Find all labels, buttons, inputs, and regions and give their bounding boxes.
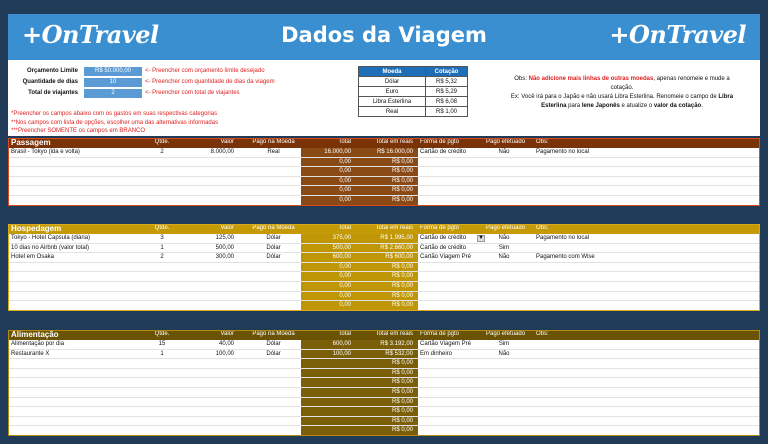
col-header-total-real: Total em reais <box>375 331 413 337</box>
dropdown-arrow-icon[interactable]: ▼ <box>478 235 484 241</box>
obs-text: Obs: <box>514 76 529 82</box>
ontravel-logo-right: +OnTravel <box>609 20 746 49</box>
total-real-cell: R$ 0,00 <box>391 292 413 299</box>
total-cell: 375,00 <box>332 235 351 241</box>
col-header-paid: Pago efetuado <box>486 331 526 337</box>
total-real-cell: R$ 2.660,00 <box>380 244 413 251</box>
days-label: Quantidade de dias <box>22 79 78 85</box>
paid-cell[interactable]: Sim <box>498 341 510 347</box>
value-cell[interactable]: 40,00 <box>218 341 234 347</box>
total-cell: 0,00 <box>339 177 351 184</box>
total-cell: 100,00 <box>332 350 351 357</box>
obs-bold: Iene Japonês <box>581 103 620 109</box>
category-cell[interactable]: 10 dias no Airbnb (valor total) <box>11 244 90 251</box>
total-cell: 0,00 <box>339 273 351 280</box>
total-real-cell: R$ 0,00 <box>391 177 413 184</box>
total-real-cell: R$ 0,00 <box>391 417 413 424</box>
category-cell[interactable]: Tokyo - Hotel Capsula (diária) <box>11 235 91 241</box>
section-border <box>8 138 760 206</box>
total-real-cell: R$ 0,00 <box>391 369 413 376</box>
currency-cell[interactable]: Dólar <box>266 244 281 251</box>
obs-bold: valor da cotação <box>653 103 702 109</box>
instructions <box>11 110 218 136</box>
payment-cell[interactable]: Em dinheiro <box>420 350 453 357</box>
total-real-cell: R$ 0,00 <box>391 360 413 367</box>
rate-currency[interactable]: Libra Esterlina <box>359 97 426 107</box>
col-header-qty: Qtde. <box>154 225 170 231</box>
paid-cell[interactable]: Não <box>498 235 510 241</box>
paid-cell[interactable]: Não <box>498 350 510 357</box>
col-header-paid: Pago efetuado <box>486 225 526 231</box>
rates-header-currency: Moeda <box>359 67 426 77</box>
qty-cell[interactable]: 1 <box>160 350 164 357</box>
payment-cell[interactable]: Cartão de crédito <box>420 149 467 155</box>
total-cell: 0,00 <box>339 196 351 203</box>
trip-info-panel <box>8 60 760 136</box>
obs-bold: Libra <box>718 94 734 100</box>
total-real-cell: R$ 0,00 <box>391 158 413 165</box>
total-real-cell: R$ 0,00 <box>391 398 413 405</box>
total-real-cell: R$ 0,00 <box>391 282 413 289</box>
days-hint: <- Preencher com quantidade de dias da viagem <box>145 79 275 85</box>
currency-cell[interactable]: Dólar <box>266 254 281 261</box>
value-cell[interactable]: 125,00 <box>215 235 234 241</box>
header-banner <box>8 14 760 60</box>
total-cell: 0,00 <box>339 282 351 289</box>
travelers-input[interactable]: 2 <box>84 89 142 98</box>
value-cell[interactable]: 100,00 <box>215 350 234 357</box>
value-cell[interactable]: 300,00 <box>215 254 234 261</box>
instruction-line: ***Preencher SOMENTE os campos em BRANCO <box>11 128 146 134</box>
col-header-total-real: Total em reais <box>375 225 413 231</box>
payment-cell[interactable]: Cartão Viagem Pré <box>420 341 471 347</box>
travelers-label: Total de viajantes <box>28 90 78 96</box>
total-cell: 0,00 <box>339 168 351 175</box>
obs-text: e atualize o <box>619 103 654 109</box>
col-header-value: Valor <box>220 139 234 145</box>
total-cell: 600,00 <box>332 254 351 261</box>
obs-text: cotação. <box>610 85 634 91</box>
total-cell: 0,00 <box>339 292 351 299</box>
obs-cell[interactable]: Pagamento no local <box>536 149 590 155</box>
payment-cell[interactable]: Cartão Viagem Pré <box>420 254 471 261</box>
total-cell: 0,00 <box>339 263 351 270</box>
payment-cell[interactable]: Cartão de crédito <box>420 235 467 241</box>
qty-cell[interactable]: 3 <box>160 235 164 241</box>
payment-cell[interactable]: Cartão de crédito <box>420 244 467 251</box>
obs-text: para <box>566 103 582 109</box>
total-real-cell: R$ 0,00 <box>391 187 413 194</box>
col-header-payment: Forma de pgto <box>420 331 460 337</box>
col-header-value: Valor <box>220 331 234 337</box>
section-title: Alimentação <box>11 330 59 339</box>
col-header-total: Total <box>338 225 351 231</box>
col-header-payment: Forma de pgto <box>420 139 460 145</box>
total-real-cell: R$ 600,00 <box>385 254 413 261</box>
travelers-hint: <- Preencher com total de viajantes <box>145 90 240 96</box>
obs-text: . <box>701 103 703 109</box>
currency-cell[interactable]: Dólar <box>266 341 281 347</box>
total-cell: 500,00 <box>332 244 351 251</box>
qty-cell[interactable]: 2 <box>160 254 164 261</box>
currency-cell[interactable]: Dólar <box>266 235 281 241</box>
budget-label: Orçamento Limite <box>26 68 78 74</box>
rate-value[interactable]: R$ 6,08 <box>426 97 468 107</box>
total-real-cell: R$ 0,00 <box>391 379 413 386</box>
total-real-cell: R$ 0,00 <box>391 273 413 280</box>
section-title: Passagem <box>11 138 51 147</box>
col-header-qty: Qtde. <box>154 331 170 337</box>
total-real-cell: R$ 1.995,00 <box>380 235 413 241</box>
ontravel-logo-left: +OnTravel <box>22 20 159 49</box>
obs-cell[interactable]: Pagamento com Wise <box>536 254 595 261</box>
total-real-cell: R$ 0,00 <box>391 302 413 309</box>
rate-currency[interactable]: Euro <box>359 87 426 97</box>
qty-cell[interactable]: 15 <box>158 341 166 347</box>
category-cell[interactable]: Hotel em Osaka <box>11 254 55 261</box>
col-header-total-real: Total em reais <box>375 139 413 145</box>
rate-value[interactable]: R$ 5,29 <box>426 87 468 97</box>
category-cell[interactable]: Alimentação por dia <box>11 341 65 347</box>
section-border <box>8 224 760 311</box>
col-header-obs: Obs: <box>536 139 549 145</box>
budget-hint: <- Preencher com orçamento limite desejado <box>145 68 265 74</box>
total-real-cell: R$ 0,00 <box>391 408 413 415</box>
instruction-line: **Nos campos com lista de opções, escolher uma das alternativas informadas <box>11 119 219 126</box>
col-header-payment: Forma de pgto <box>420 225 460 231</box>
total-real-cell: R$ 0,00 <box>391 168 413 175</box>
section-title: Hospedagem <box>11 224 62 233</box>
total-real-cell: R$ 0,00 <box>391 388 413 395</box>
paid-cell[interactable]: Não <box>498 254 510 261</box>
col-header-currency: Pago na Moeda <box>252 225 295 231</box>
category-cell[interactable]: Restaurante X <box>11 350 50 357</box>
total-real-cell: R$ 0,00 <box>391 196 413 203</box>
total-cell: 16.000,00 <box>324 149 351 155</box>
category-cell[interactable]: Brasil - Tokyo (ida e volta) <box>11 149 80 155</box>
obs-bold: Esterlina <box>541 103 567 109</box>
paid-cell[interactable]: Não <box>498 149 510 155</box>
instruction-line: *Preencher os campos abaixo com os gastos em suas respectivas categorias <box>11 111 218 117</box>
page-title: Dados da Viagem <box>281 23 487 47</box>
value-cell[interactable]: 500,00 <box>215 244 234 251</box>
rate-currency[interactable]: Dólar <box>359 77 426 87</box>
qty-cell[interactable]: 2 <box>160 149 164 155</box>
total-real-cell: R$ 0,00 <box>391 427 413 434</box>
total-real-cell: R$ 16.000,00 <box>376 149 413 155</box>
obs-cell[interactable]: Pagamento no local <box>536 235 590 241</box>
col-header-qty: Qtde. <box>154 139 170 145</box>
col-header-value: Valor <box>220 225 234 231</box>
days-input[interactable]: 10 <box>84 78 142 87</box>
currency-rates-table <box>358 66 468 117</box>
col-header-total: Total <box>338 139 351 145</box>
section-border <box>8 330 760 436</box>
col-header-total: Total <box>338 331 351 337</box>
rate-value[interactable]: R$ 5,32 <box>426 77 468 87</box>
obs-warning: Não adicione mais linhas de outras moedas <box>528 76 654 82</box>
budget-input[interactable]: R$ 50.000,00 <box>84 67 142 76</box>
currency-obs-note <box>486 75 758 111</box>
total-cell: 0,00 <box>339 302 351 309</box>
total-cell: 0,00 <box>339 158 351 165</box>
col-header-currency: Pago na Moeda <box>252 139 295 145</box>
paid-cell[interactable]: Sim <box>498 244 510 251</box>
total-cell: 600,00 <box>332 341 351 347</box>
obs-text: Ex: Você irá para o Japão e não usará Libra Esterlina. Renomeie o campo de <box>510 94 719 100</box>
rates-header-rate: Cotação <box>426 67 468 77</box>
rate-value[interactable]: R$ 1,00 <box>426 107 468 117</box>
total-cell: 0,00 <box>339 187 351 194</box>
value-cell[interactable]: 8.000,00 <box>210 149 234 155</box>
col-header-currency: Pago na Moeda <box>252 331 295 337</box>
total-real-cell: R$ 0,00 <box>391 263 413 270</box>
col-header-obs: Obs: <box>536 225 549 231</box>
rate-currency[interactable]: Real <box>359 107 426 117</box>
qty-cell[interactable]: 1 <box>160 244 164 251</box>
obs-text: , apenas renomeie e mude a <box>653 76 730 82</box>
currency-cell[interactable]: Real <box>267 149 280 155</box>
currency-cell[interactable]: Dólar <box>266 350 281 357</box>
total-real-cell: R$ 532,00 <box>385 350 413 357</box>
col-header-paid: Pago efetuado <box>486 139 526 145</box>
col-header-obs: Obs: <box>536 331 549 337</box>
total-real-cell: R$ 3.192,00 <box>380 341 413 347</box>
